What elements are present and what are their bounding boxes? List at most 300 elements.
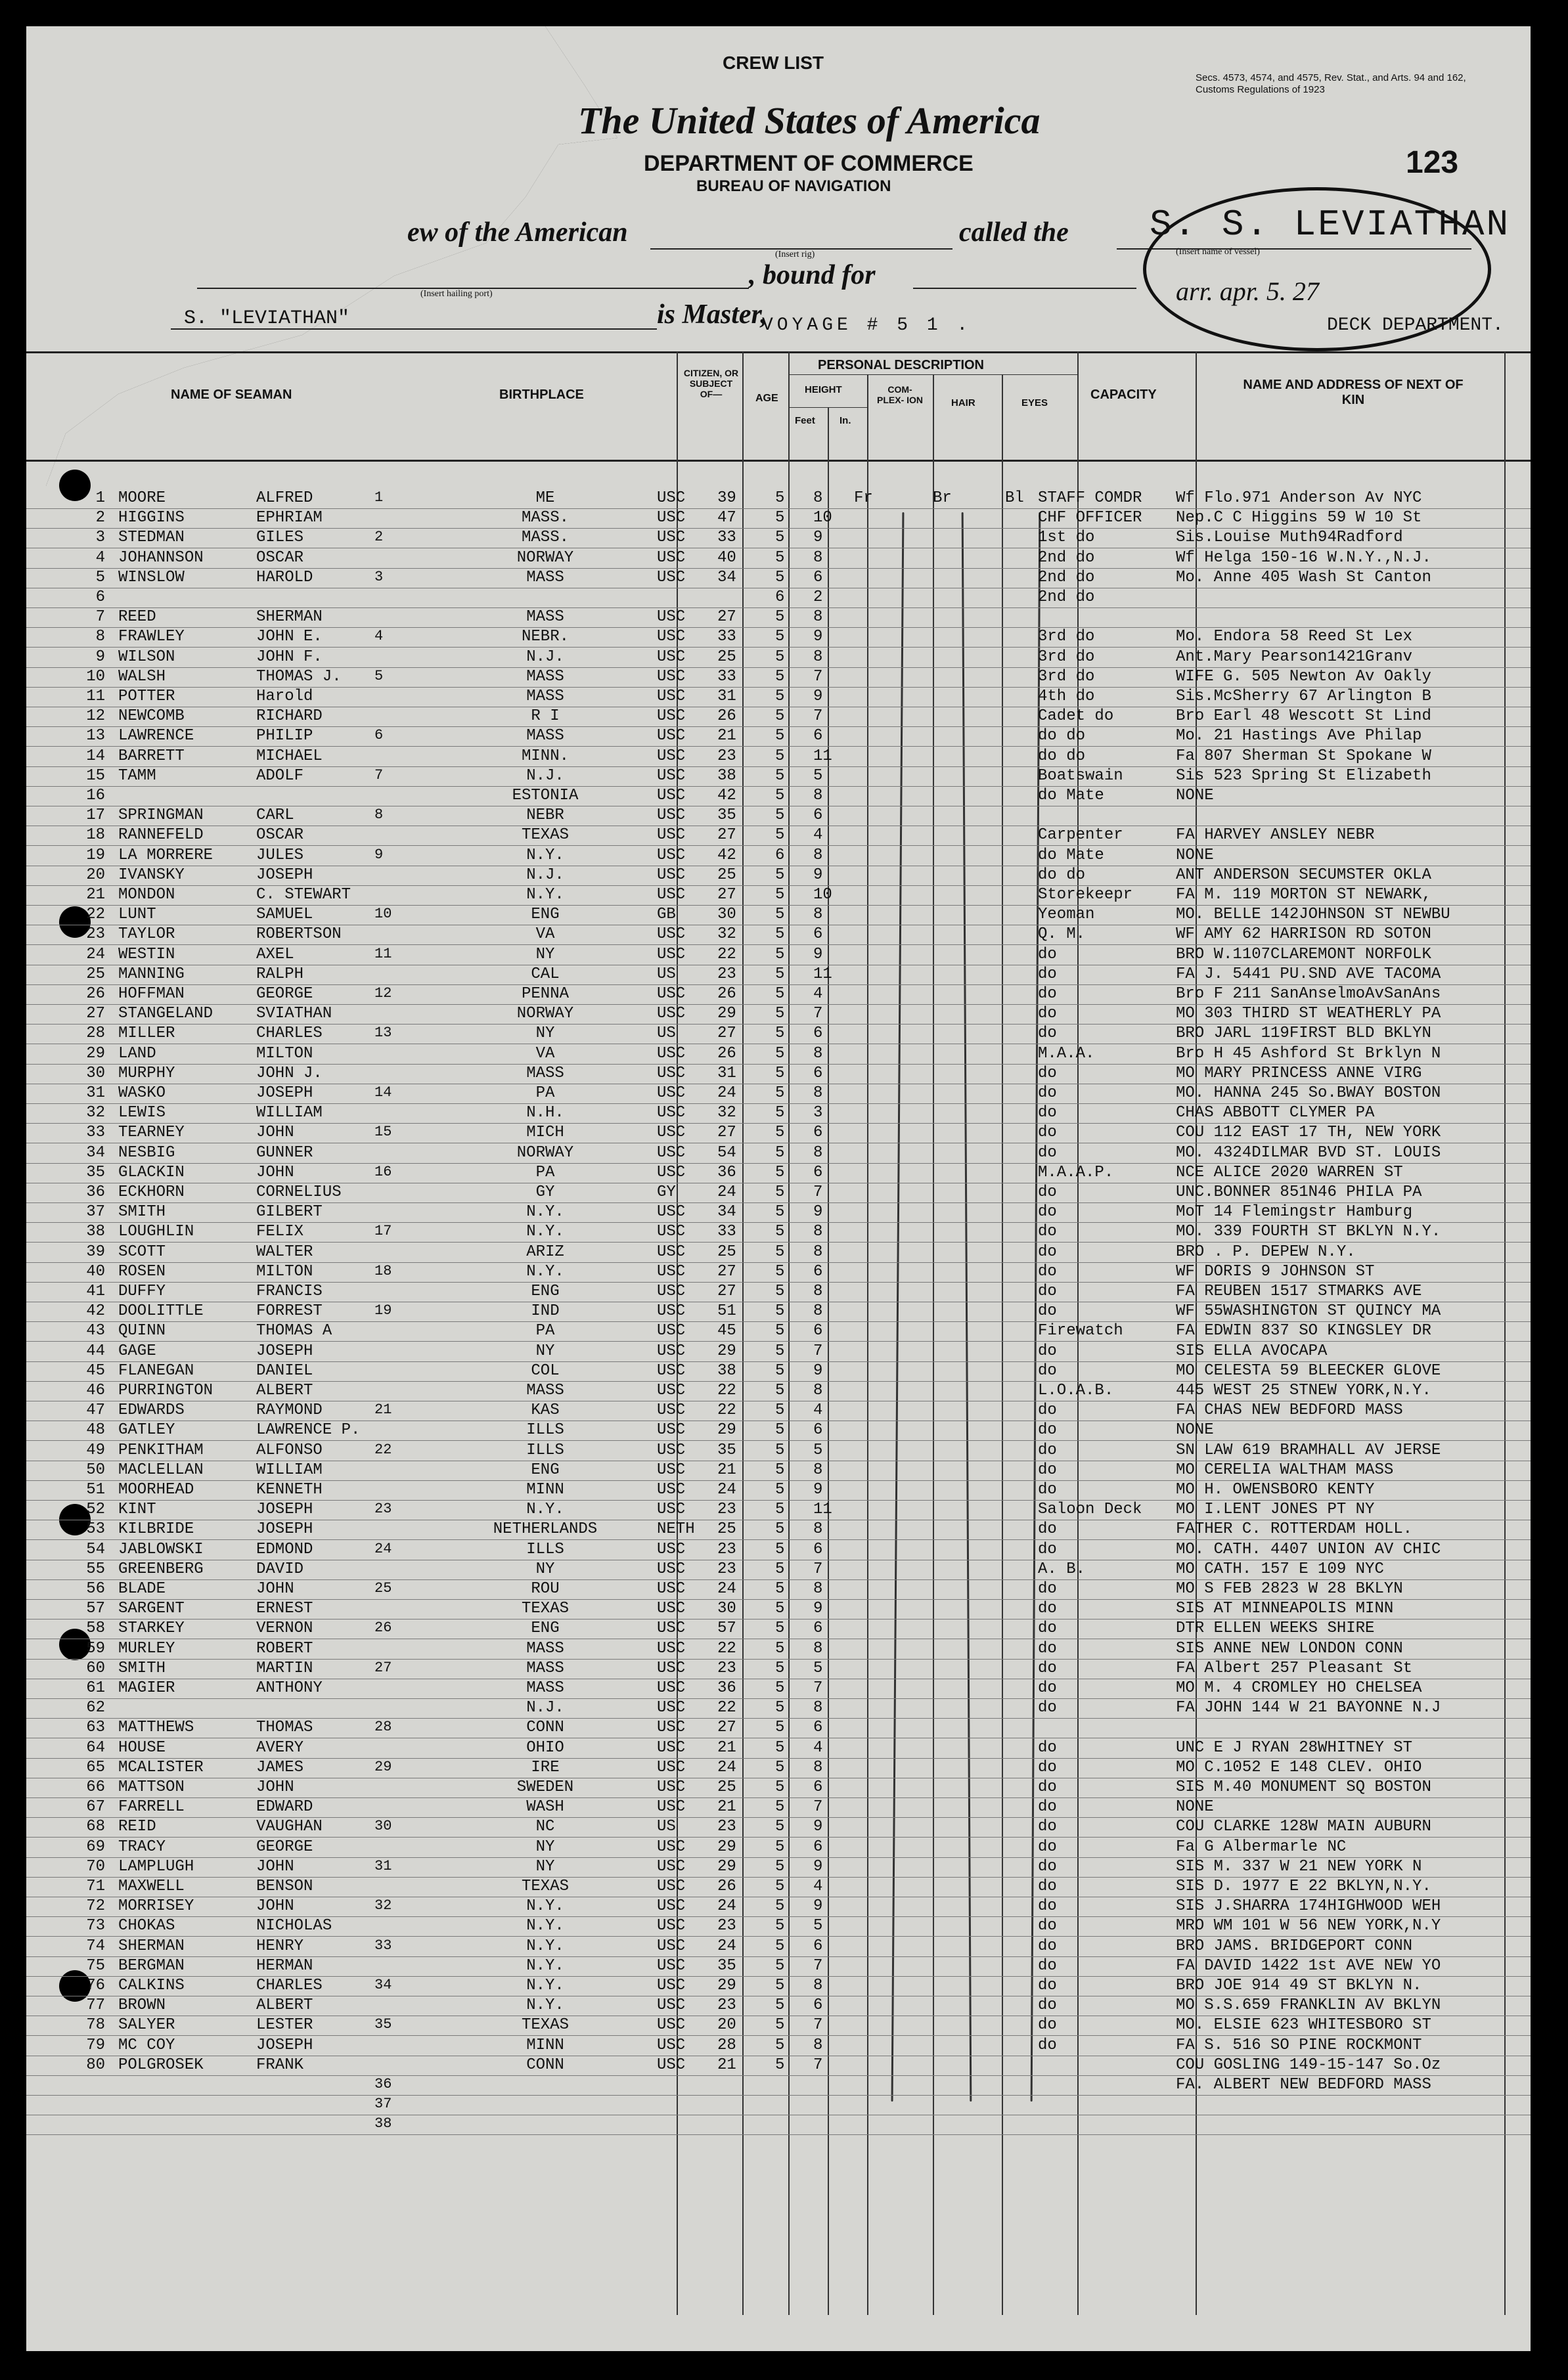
given-name: LAWRENCE P. <box>256 1421 361 1440</box>
birthplace: N.Y. <box>526 1501 564 1519</box>
height-inches: 6 <box>813 1540 823 1558</box>
table-row <box>0 826 1504 846</box>
surname: MONDON <box>118 886 175 904</box>
age: 32 <box>717 925 736 944</box>
next-of-kin: MO MARY PRINCESS ANNE VIRG <box>1176 1064 1422 1082</box>
age: 35 <box>717 1441 736 1459</box>
surname: MANNING <box>118 965 185 983</box>
next-of-kin: FA REUBEN 1517 STMARKS AVE <box>1176 1283 1422 1300</box>
surname: HIGGINS <box>118 509 185 527</box>
row-number: 56 <box>86 1580 105 1598</box>
birthplace: ARIZ <box>526 1243 564 1261</box>
birthplace: ENG <box>531 906 560 924</box>
citizenship: USC <box>657 1084 686 1102</box>
capacity: do <box>1038 1580 1057 1598</box>
citizenship: USC <box>657 1679 686 1697</box>
row-number: 19 <box>86 846 105 864</box>
height-feet: 5 <box>775 548 785 567</box>
age: 26 <box>717 985 736 1003</box>
birthplace: TEXAS <box>521 1600 569 1618</box>
age: 22 <box>717 945 736 963</box>
given-name: SHERMAN <box>256 608 323 627</box>
next-of-kin: Wf Flo.971 Anderson Av NYC <box>1176 489 1422 507</box>
given-name: RALPH <box>256 965 304 983</box>
birthplace: ILLS <box>526 1540 564 1558</box>
row-number: 61 <box>86 1679 105 1697</box>
citizenship: USC <box>657 1501 686 1519</box>
height-inches: 8 <box>813 846 823 864</box>
capacity: do <box>1038 1838 1057 1856</box>
row-number: 13 <box>86 727 105 745</box>
row-number: 11 <box>86 688 105 705</box>
height-feet: 5 <box>775 1738 785 1757</box>
surname: GAGE <box>118 1342 156 1360</box>
birthplace: MASS. <box>521 529 569 547</box>
citizenship: USC <box>657 1005 686 1023</box>
birthplace: CAL <box>531 965 560 983</box>
given-name: ROBERTSON <box>256 925 342 944</box>
height-inches: 7 <box>813 1183 823 1201</box>
next-of-kin: Bro F 211 SanAnselmoAvSanAns <box>1176 985 1441 1003</box>
surname: MC COY <box>118 2036 175 2054</box>
surname: MORRISEY <box>118 1897 194 1916</box>
next-of-kin: Bro Earl 48 Wescott St Lind <box>1176 707 1431 726</box>
row-number: 46 <box>86 1382 105 1399</box>
height-inches: 11 <box>813 747 832 765</box>
row-number: 65 <box>86 1758 105 1776</box>
given-name: ROBERT <box>256 1639 313 1658</box>
row-number: 39 <box>86 1243 105 1261</box>
citizenship: USC <box>657 806 686 825</box>
table-row <box>0 1144 1504 1164</box>
vessel-name: S. S. LEVIATHAN <box>1150 204 1511 246</box>
capacity: do <box>1038 1738 1057 1757</box>
next-of-kin: FA J. 5441 PU.SND AVE TACOMA <box>1176 965 1441 983</box>
birthplace: PA <box>535 1163 555 1181</box>
capacity: do <box>1038 1917 1057 1935</box>
table-row <box>0 866 1504 886</box>
birthplace: N.H. <box>526 1104 564 1122</box>
header-inches: In. <box>840 415 851 426</box>
surname: REID <box>118 1818 156 1836</box>
height-feet: 5 <box>775 1283 785 1300</box>
table-row <box>0 489 1504 509</box>
given-name: Harold <box>256 688 313 705</box>
age: 29 <box>717 1342 736 1360</box>
next-of-kin: FA EDWIN 837 SO KINGSLEY DR <box>1176 1322 1431 1340</box>
table-row <box>0 2016 1504 2036</box>
table-top-rule <box>26 351 1531 353</box>
capacity: Cadet do <box>1038 707 1114 726</box>
next-of-kin: WF 55WASHINGTON ST QUINCY MA <box>1176 1302 1441 1321</box>
row-number: 31 <box>86 1084 105 1102</box>
height-feet: 5 <box>775 985 785 1003</box>
capacity: do <box>1038 965 1057 983</box>
citizenship: USC <box>657 985 686 1003</box>
given-name: GUNNER <box>256 1143 313 1162</box>
age: 40 <box>717 548 736 567</box>
row-number: 28 <box>86 1025 105 1043</box>
table-row <box>0 1957 1504 1977</box>
birthplace: MINN. <box>521 747 569 765</box>
capacity: Q. M. <box>1038 925 1086 944</box>
surname: LA MORRERE <box>118 846 213 864</box>
capacity: Yeoman <box>1038 906 1095 924</box>
capacity: Carpenter <box>1038 826 1123 845</box>
table-row <box>0 1045 1504 1065</box>
given-name: MICHAEL <box>256 747 323 765</box>
given-name: JOHN J. <box>256 1064 323 1082</box>
height-feet: 5 <box>775 1937 785 1955</box>
capacity: L.O.A.B. <box>1038 1382 1114 1399</box>
row-number: 24 <box>86 945 105 963</box>
birthplace: PA <box>535 1322 555 1340</box>
birthplace: MASS <box>526 1382 564 1399</box>
height-inches: 7 <box>813 1560 823 1578</box>
row-number: 7 <box>95 608 105 627</box>
height-inches: 9 <box>813 1203 823 1222</box>
height-inches: 5 <box>813 766 823 785</box>
table-row <box>0 1739 1504 1759</box>
age: 22 <box>717 1401 736 1420</box>
age: 27 <box>717 1262 736 1281</box>
height-inches: 7 <box>813 707 823 726</box>
citizenship: USC <box>657 1956 686 1975</box>
surname: POTTER <box>118 688 175 705</box>
citizenship: USC <box>657 1699 686 1717</box>
given-name: AVERY <box>256 1738 304 1757</box>
row-number: 77 <box>86 1996 105 2015</box>
table-row <box>0 1263 1504 1283</box>
surname: TAYLOR <box>118 925 175 944</box>
citizenship: USC <box>657 1064 686 1082</box>
height-feet: 5 <box>775 925 785 944</box>
surname: MILLER <box>118 1025 175 1043</box>
height-feet: 5 <box>775 1104 785 1122</box>
height-inches: 8 <box>813 1243 823 1261</box>
height-inches: 6 <box>813 1620 823 1638</box>
height-inches: 6 <box>813 1064 823 1082</box>
height-inches: 7 <box>813 1342 823 1360</box>
age: 27 <box>717 886 736 904</box>
given-name: ANTHONY <box>256 1679 323 1697</box>
row-number: 16 <box>86 787 105 804</box>
capacity: Storekeepr <box>1038 886 1133 904</box>
height-feet: 5 <box>775 1243 785 1261</box>
line-mark: 35 <box>374 2016 392 2033</box>
surname: GREENBERG <box>118 1560 204 1578</box>
age: 20 <box>717 2016 736 2035</box>
height-feet: 5 <box>775 688 785 705</box>
row-number: 68 <box>86 1818 105 1836</box>
department-heading: DEPARTMENT OF COMMERCE <box>644 151 974 176</box>
age: 31 <box>717 1064 736 1082</box>
surname: MCALISTER <box>118 1758 204 1776</box>
row-number: 12 <box>86 707 105 726</box>
age: 24 <box>717 1937 736 1955</box>
height-feet: 5 <box>775 1064 785 1082</box>
citizenship: USC <box>657 1163 686 1181</box>
height-feet: 5 <box>775 1878 785 1895</box>
header-height: HEIGHT <box>805 384 842 395</box>
age: 36 <box>717 1163 736 1181</box>
height-feet: 5 <box>775 1382 785 1399</box>
row-number: 10 <box>86 667 105 686</box>
height-inches: 6 <box>813 1025 823 1043</box>
height-feet: 5 <box>775 648 785 666</box>
age: 23 <box>717 965 736 983</box>
age: 38 <box>717 766 736 785</box>
height-inches: 8 <box>813 608 823 627</box>
next-of-kin: BRO JAMS. BRIDGEPORT CONN <box>1176 1937 1413 1955</box>
table-row <box>0 1203 1504 1223</box>
surname: ROSEN <box>118 1262 166 1281</box>
capacity: do <box>1038 1302 1057 1321</box>
height-inches: 8 <box>813 1580 823 1598</box>
citizenship: USC <box>657 846 686 864</box>
birthplace: N.Y. <box>526 1977 564 1994</box>
table-row <box>0 886 1504 906</box>
table-row <box>0 529 1504 548</box>
capacity: do <box>1038 945 1057 963</box>
row-number: 34 <box>86 1143 105 1162</box>
row-number: 25 <box>86 965 105 983</box>
age: 26 <box>717 707 736 726</box>
next-of-kin: Nep.C C Higgins 59 W 10 St <box>1176 509 1422 527</box>
line-mark: 1 <box>374 489 384 506</box>
line-mark: 4 <box>374 628 384 645</box>
capacity: do <box>1038 1243 1057 1261</box>
destination-underline <box>913 288 1136 289</box>
birthplace: R I <box>531 707 560 726</box>
birthplace: N.J. <box>526 866 564 884</box>
line-mark: 9 <box>374 846 384 863</box>
row-number: 66 <box>86 1778 105 1796</box>
statute-reference: Secs. 4573, 4574, and 4575, Rev. Stat., and Arts. 94 and 162, Customs Regulations of 1923 <box>1196 72 1466 95</box>
height-feet: 5 <box>775 489 785 507</box>
row-number: 23 <box>86 925 105 944</box>
row-number: 20 <box>86 866 105 884</box>
birthplace: N.Y. <box>526 886 564 904</box>
height-feet: 5 <box>775 1818 785 1836</box>
height-feet: 5 <box>775 1956 785 1975</box>
height-feet: 5 <box>775 1461 785 1479</box>
row-number: 38 <box>86 1223 105 1241</box>
row-number: 21 <box>86 886 105 904</box>
given-name: HERMAN <box>256 1956 313 1975</box>
insert-rig-note: (Insert rig) <box>775 250 815 259</box>
capacity: STAFF COMDR <box>1038 489 1142 507</box>
next-of-kin: MO H. OWENSBORO KENTY <box>1176 1481 1375 1499</box>
row-number: 45 <box>86 1361 105 1380</box>
citizenship: USC <box>657 1838 686 1856</box>
height-inches: 4 <box>813 1878 823 1895</box>
surname: SCOTT <box>118 1243 166 1261</box>
capacity: do <box>1038 1143 1057 1162</box>
next-of-kin: BRO . P. DEPEW N.Y. <box>1176 1243 1356 1261</box>
birthplace: ILLS <box>526 1441 564 1459</box>
citizenship: USC <box>657 1223 686 1241</box>
next-of-kin: MO C.1052 E 148 CLEV. OHIO <box>1176 1758 1422 1776</box>
birthplace: OHIO <box>526 1738 564 1757</box>
capacity: do <box>1038 1878 1057 1895</box>
height-feet: 5 <box>775 2036 785 2054</box>
citizenship: USC <box>657 1580 686 1598</box>
height-inches: 9 <box>813 628 823 646</box>
given-name: ERNEST <box>256 1600 313 1618</box>
next-of-kin: MO. HANNA 245 So.BWAY BOSTON <box>1176 1084 1441 1102</box>
surname: TEARNEY <box>118 1124 185 1142</box>
height-feet: 5 <box>775 1401 785 1420</box>
citizenship: USC <box>657 509 686 527</box>
next-of-kin: MO CERELIA WALTHAM MASS <box>1176 1461 1394 1479</box>
table-row <box>0 628 1504 648</box>
citizenship: USC <box>657 1283 686 1300</box>
given-name: DANIEL <box>256 1361 313 1380</box>
table-row <box>0 1421 1504 1441</box>
citizenship: USC <box>657 866 686 884</box>
birthplace: MASS <box>526 667 564 686</box>
birthplace: N.Y. <box>526 1956 564 1975</box>
capacity: do <box>1038 1084 1057 1102</box>
given-name: JOHN <box>256 1857 294 1876</box>
age: 54 <box>717 1143 736 1162</box>
height-feet: 5 <box>775 747 785 765</box>
citizenship: USC <box>657 1124 686 1142</box>
next-of-kin: UNC.BONNER 851N46 PHILA PA <box>1176 1183 1422 1201</box>
age: 23 <box>717 1659 736 1677</box>
height-feet: 5 <box>775 886 785 904</box>
surname: SHERMAN <box>118 1937 185 1955</box>
given-name: HAROLD <box>256 568 313 586</box>
header-feet: Feet <box>795 415 815 426</box>
height-inches: 6 <box>813 1262 823 1281</box>
age: 27 <box>717 1719 736 1737</box>
capacity: do <box>1038 1977 1057 1994</box>
row-number: 6 <box>95 588 105 606</box>
citizenship: USC <box>657 1342 686 1360</box>
age: 42 <box>717 787 736 804</box>
table-row <box>0 2115 1504 2135</box>
birthplace: MASS <box>526 568 564 586</box>
row-number: 54 <box>86 1540 105 1558</box>
given-name: RICHARD <box>256 707 323 726</box>
is-master-label: is Master, <box>657 299 768 330</box>
given-name: VAUGHAN <box>256 1818 323 1836</box>
next-of-kin: MO. CATH. 4407 UNION AV CHIC <box>1176 1540 1441 1558</box>
next-of-kin: MO S FEB 2823 W 28 BKLYN <box>1176 1580 1403 1598</box>
age: 23 <box>717 1818 736 1836</box>
next-of-kin: FA Albert 257 Pleasant St <box>1176 1659 1413 1677</box>
age: 22 <box>717 1639 736 1658</box>
next-of-kin: NONE <box>1176 1421 1214 1440</box>
capacity: do <box>1038 1461 1057 1479</box>
height-inches: 4 <box>813 1401 823 1420</box>
table-row <box>0 509 1504 529</box>
age: 33 <box>717 667 736 686</box>
given-name: SVIATHAN <box>256 1005 332 1023</box>
capacity: 3rd do <box>1038 648 1095 666</box>
surname: WASKO <box>118 1084 166 1102</box>
age: 39 <box>717 489 736 507</box>
given-name: OSCAR <box>256 548 304 567</box>
height-feet: 5 <box>775 1084 785 1102</box>
row-number: 47 <box>86 1401 105 1420</box>
given-name: JOHN <box>256 1124 294 1142</box>
height-feet: 5 <box>775 965 785 983</box>
table-row <box>0 1025 1504 1044</box>
citizenship: USC <box>657 925 686 944</box>
row-number: 60 <box>86 1659 105 1677</box>
given-name: FORREST <box>256 1302 323 1321</box>
height-inches: 6 <box>813 1937 823 1955</box>
surname: SMITH <box>118 1659 166 1677</box>
row-number: 74 <box>86 1937 105 1955</box>
given-name: MILTON <box>256 1262 313 1281</box>
surname: STANGELAND <box>118 1005 213 1023</box>
line-mark: 34 <box>374 1977 392 1993</box>
given-name: MARTIN <box>256 1659 313 1677</box>
table-row <box>0 1937 1504 1957</box>
citizenship: USC <box>657 489 686 507</box>
surname: GATLEY <box>118 1421 175 1440</box>
birthplace: CONN <box>526 2056 564 2074</box>
surname: FRAWLEY <box>118 628 185 646</box>
next-of-kin: FA S. 516 SO PINE ROCKMONT <box>1176 2036 1422 2054</box>
next-of-kin: NCE ALICE 2020 WARREN ST <box>1176 1163 1403 1181</box>
given-name: NICHOLAS <box>256 1917 332 1935</box>
row-number: 76 <box>86 1977 105 1994</box>
height-inches: 8 <box>813 1461 823 1479</box>
next-of-kin: MO 303 THIRD ST WEATHERLY PA <box>1176 1005 1441 1023</box>
given-name: ALBERT <box>256 1996 313 2015</box>
line-mark: 2 <box>374 529 384 546</box>
given-name: C. STEWART <box>256 886 351 904</box>
age: 36 <box>717 1679 736 1697</box>
capacity: do <box>1038 2016 1057 2035</box>
age: 29 <box>717 1005 736 1023</box>
given-name: JOHN F. <box>256 648 323 666</box>
age: 34 <box>717 1203 736 1222</box>
height-inches: 6 <box>813 1163 823 1181</box>
surname: KINT <box>118 1501 156 1519</box>
row-number: 41 <box>86 1283 105 1300</box>
next-of-kin: FA M. 119 MORTON ST NEWARK, <box>1176 886 1431 904</box>
capacity: M.A.A. <box>1038 1044 1095 1063</box>
citizenship: USC <box>657 1382 686 1399</box>
row-number: 78 <box>86 2016 105 2035</box>
citizenship: USC <box>657 1937 686 1955</box>
next-of-kin: Fa G Albermarle NC <box>1176 1838 1347 1856</box>
surname: RANNEFELD <box>118 826 204 845</box>
table-row <box>0 1917 1504 1937</box>
table-row <box>0 2037 1504 2056</box>
line-mark: 17 <box>374 1223 392 1240</box>
row-number: 73 <box>86 1917 105 1935</box>
line-mark: 37 <box>374 2096 392 2113</box>
row-number: 43 <box>86 1322 105 1340</box>
height-feet: 5 <box>775 766 785 785</box>
line-mark: 12 <box>374 985 392 1002</box>
line-mark: 24 <box>374 1540 392 1557</box>
age: 26 <box>717 1878 736 1895</box>
surname: SPRINGMAN <box>118 806 204 825</box>
citizenship: USC <box>657 1857 686 1876</box>
header-capacity: CAPACITY <box>1090 387 1157 402</box>
height-feet: 5 <box>775 667 785 686</box>
table-row <box>0 1243 1504 1263</box>
surname: FLANEGAN <box>118 1361 194 1380</box>
